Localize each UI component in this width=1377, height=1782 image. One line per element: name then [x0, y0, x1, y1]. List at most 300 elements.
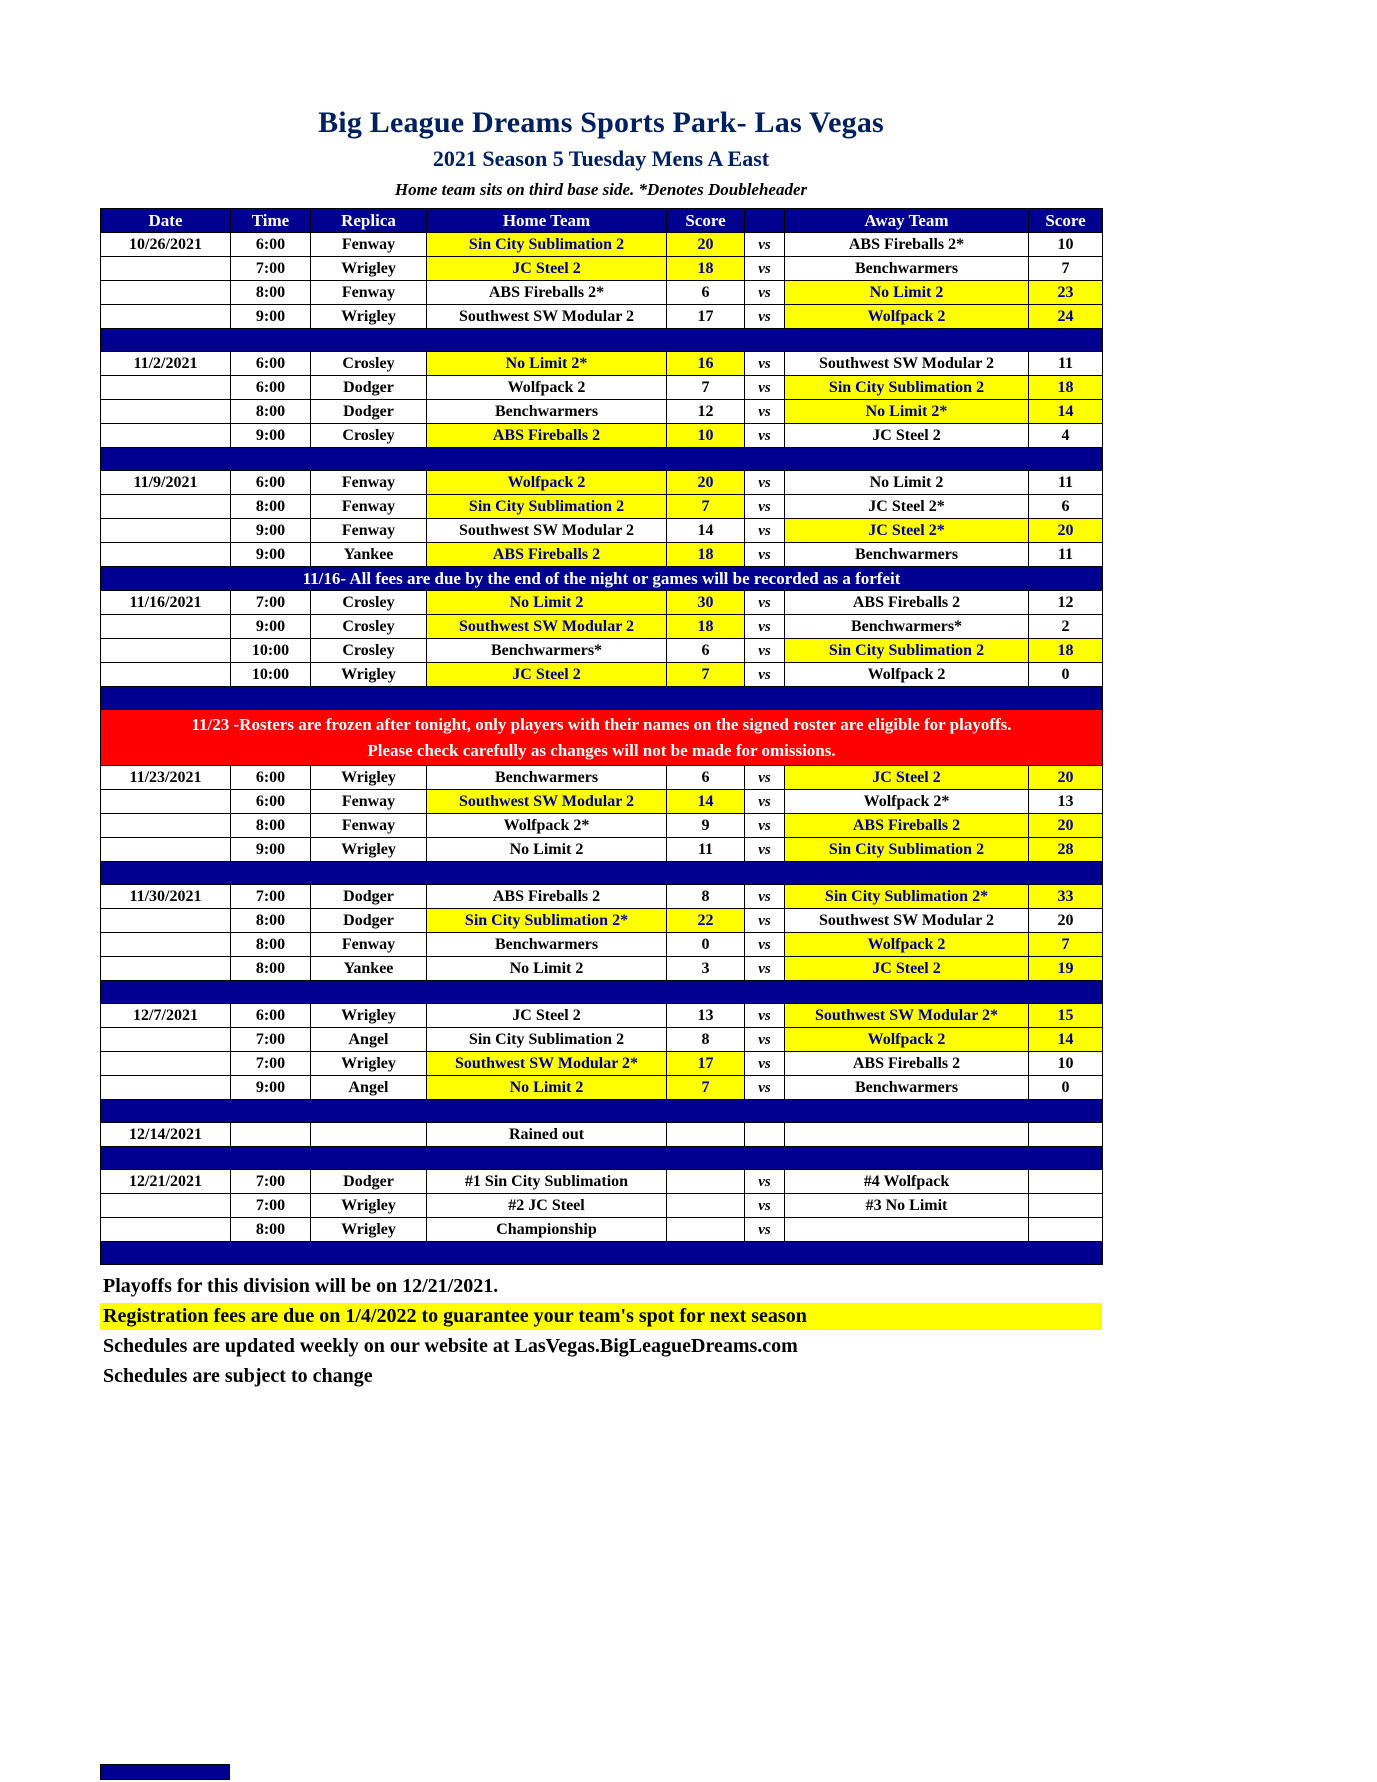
replica-cell: [311, 1123, 427, 1147]
away-score-cell: 24: [1029, 305, 1103, 329]
home-team-cell: ABS Fireballs 2: [427, 424, 667, 448]
home-team-cell: Southwest SW Modular 2*: [427, 1052, 667, 1076]
game-row: [101, 471, 1103, 495]
away-team-cell: Wolfpack 2: [785, 933, 1029, 957]
home-team-cell: Sin City Sublimation 2: [427, 495, 667, 519]
website-line: Schedules are updated weekly on our website at LasVegas.BigLeagueDreams.com: [103, 1335, 798, 1357]
home-score-cell: 9: [667, 814, 745, 838]
away-score-cell: 11: [1029, 352, 1103, 376]
away-score-cell: 18: [1029, 376, 1103, 400]
away-score-cell: 2: [1029, 615, 1103, 639]
home-score-cell: 17: [667, 1052, 745, 1076]
away-team-cell: [785, 1218, 1029, 1242]
game-row: [101, 305, 1103, 329]
home-team-cell: JC Steel 2: [427, 663, 667, 687]
separator-row: [101, 862, 1103, 885]
game-row: [101, 790, 1103, 814]
away-team-cell: Sin City Sublimation 2: [785, 639, 1029, 663]
away-team-cell: ABS Fireballs 2: [785, 814, 1029, 838]
vs-cell: vs: [745, 1076, 785, 1100]
table-header-row: [101, 209, 1103, 233]
away-score-cell: 18: [1029, 639, 1103, 663]
away-score-cell: 4: [1029, 424, 1103, 448]
game-row: [101, 639, 1103, 663]
game-row: [101, 1052, 1103, 1076]
home-score-cell: 18: [667, 615, 745, 639]
replica-cell: Fenway: [311, 933, 427, 957]
vs-cell: vs: [745, 766, 785, 790]
away-score-cell: 20: [1029, 766, 1103, 790]
schedule-table: [100, 208, 1103, 1265]
time-cell: 7:00: [231, 1170, 311, 1194]
replica-cell: Angel: [311, 1076, 427, 1100]
vs-cell: vs: [745, 814, 785, 838]
away-team-cell: #3 No Limit: [785, 1194, 1029, 1218]
home-team-cell: ABS Fireballs 2: [427, 885, 667, 909]
registration-line: Registration fees are due on 1/4/2022 to guarantee your team's spot for next season: [100, 1303, 1102, 1330]
time-cell: 8:00: [231, 400, 311, 424]
replica-cell: Wrigley: [311, 257, 427, 281]
time-cell: 6:00: [231, 790, 311, 814]
time-cell: 6:00: [231, 1004, 311, 1028]
vs-cell: vs: [745, 909, 785, 933]
replica-cell: Fenway: [311, 471, 427, 495]
replica-cell: Crosley: [311, 615, 427, 639]
home-score-cell: 3: [667, 957, 745, 981]
away-team-cell: Benchwarmers: [785, 1076, 1029, 1100]
vs-cell: vs: [745, 1052, 785, 1076]
separator-band: [101, 448, 1103, 471]
away-score-cell: 23: [1029, 281, 1103, 305]
time-cell: 9:00: [231, 1076, 311, 1100]
date-cell: [101, 376, 231, 400]
away-score-cell: 11: [1029, 471, 1103, 495]
away-team-cell: ABS Fireballs 2*: [785, 233, 1029, 257]
home-score-cell: 16: [667, 352, 745, 376]
home-team-cell: Benchwarmers: [427, 400, 667, 424]
game-row: [101, 663, 1103, 687]
vs-cell: vs: [745, 639, 785, 663]
vs-cell: vs: [745, 543, 785, 567]
date-cell: [101, 1218, 231, 1242]
date-cell: [101, 400, 231, 424]
game-row: [101, 591, 1103, 615]
home-score-cell: 6: [667, 639, 745, 663]
away-team-cell: Wolfpack 2: [785, 1028, 1029, 1052]
separator-row: [101, 448, 1103, 471]
time-cell: 8:00: [231, 1218, 311, 1242]
replica-cell: Crosley: [311, 639, 427, 663]
vs-cell: vs: [745, 1218, 785, 1242]
separator-band: [101, 687, 1103, 710]
away-team-cell: Benchwarmers: [785, 257, 1029, 281]
date-cell: [101, 281, 231, 305]
home-team-cell: JC Steel 2: [427, 1004, 667, 1028]
home-score-cell: 20: [667, 233, 745, 257]
vs-cell: vs: [745, 1028, 785, 1052]
date-cell: [101, 663, 231, 687]
home-team-cell: Wolfpack 2: [427, 471, 667, 495]
replica-cell: Wrigley: [311, 1194, 427, 1218]
replica-cell: Fenway: [311, 790, 427, 814]
game-row: [101, 1194, 1103, 1218]
away-score-cell: 7: [1029, 933, 1103, 957]
away-score-cell: 14: [1029, 1028, 1103, 1052]
time-cell: 7:00: [231, 257, 311, 281]
col-header-away-score: Score: [1029, 209, 1103, 233]
replica-cell: Yankee: [311, 957, 427, 981]
col-header-home-score: Score: [667, 209, 745, 233]
home-score-cell: 6: [667, 281, 745, 305]
home-score-cell: 10: [667, 424, 745, 448]
home-team-cell: ABS Fireballs 2: [427, 543, 667, 567]
home-team-cell: No Limit 2: [427, 1076, 667, 1100]
away-score-cell: [1029, 1194, 1103, 1218]
replica-cell: Wrigley: [311, 766, 427, 790]
page-footer: [100, 1273, 1102, 1390]
time-cell: 9:00: [231, 543, 311, 567]
game-row: [101, 1170, 1103, 1194]
time-cell: 9:00: [231, 305, 311, 329]
vs-cell: vs: [745, 376, 785, 400]
game-row: [101, 885, 1103, 909]
page-header: [100, 0, 1102, 200]
time-cell: 9:00: [231, 615, 311, 639]
separator-band: [101, 329, 1103, 352]
col-header-away-team: Away Team: [785, 209, 1029, 233]
home-score-cell: 22: [667, 909, 745, 933]
vs-cell: vs: [745, 471, 785, 495]
vs-cell: vs: [745, 519, 785, 543]
game-row: [101, 933, 1103, 957]
replica-cell: Dodger: [311, 376, 427, 400]
replica-cell: Wrigley: [311, 1052, 427, 1076]
away-score-cell: 33: [1029, 885, 1103, 909]
date-cell: [101, 424, 231, 448]
home-team-cell: Benchwarmers: [427, 766, 667, 790]
time-cell: 6:00: [231, 766, 311, 790]
vs-cell: vs: [745, 1170, 785, 1194]
home-team-cell: Sin City Sublimation 2*: [427, 909, 667, 933]
vs-cell: vs: [745, 838, 785, 862]
home-score-cell: 7: [667, 663, 745, 687]
home-score-cell: 7: [667, 1076, 745, 1100]
replica-cell: Crosley: [311, 424, 427, 448]
replica-cell: Wrigley: [311, 1004, 427, 1028]
replica-cell: Wrigley: [311, 663, 427, 687]
separator-band: [101, 1242, 1103, 1265]
home-team-cell: Benchwarmers: [427, 933, 667, 957]
game-row: [101, 957, 1103, 981]
home-team-cell: JC Steel 2: [427, 257, 667, 281]
date-cell: [101, 1028, 231, 1052]
away-team-cell: ABS Fireballs 2: [785, 591, 1029, 615]
vs-cell: vs: [745, 305, 785, 329]
away-score-cell: 10: [1029, 233, 1103, 257]
date-cell: [101, 1076, 231, 1100]
away-team-cell: Wolfpack 2*: [785, 790, 1029, 814]
away-team-cell: Wolfpack 2: [785, 663, 1029, 687]
time-cell: 8:00: [231, 495, 311, 519]
time-cell: 9:00: [231, 519, 311, 543]
game-row: [101, 281, 1103, 305]
replica-cell: Wrigley: [311, 1218, 427, 1242]
home-team-cell: Southwest SW Modular 2: [427, 615, 667, 639]
time-cell: 8:00: [231, 814, 311, 838]
date-cell: 11/16/2021: [101, 591, 231, 615]
away-score-cell: 14: [1029, 400, 1103, 424]
home-team-cell: #1 Sin City Sublimation: [427, 1170, 667, 1194]
game-row: [101, 1218, 1103, 1242]
away-score-cell: 6: [1029, 495, 1103, 519]
home-score-cell: [667, 1218, 745, 1242]
col-header-vs: [745, 209, 785, 233]
home-team-cell: Benchwarmers*: [427, 639, 667, 663]
away-score-cell: [1029, 1170, 1103, 1194]
away-team-cell: No Limit 2*: [785, 400, 1029, 424]
home-team-cell: Championship: [427, 1218, 667, 1242]
date-cell: [101, 519, 231, 543]
page-subtitle: 2021 Season 5 Tuesday Mens A East: [432, 146, 770, 171]
game-row: [101, 1004, 1103, 1028]
away-team-cell: #4 Wolfpack: [785, 1170, 1029, 1194]
time-cell: 6:00: [231, 352, 311, 376]
vs-cell: vs: [745, 495, 785, 519]
away-score-cell: 20: [1029, 519, 1103, 543]
col-header-date: Date: [101, 209, 231, 233]
date-cell: [101, 639, 231, 663]
time-cell: 7:00: [231, 1028, 311, 1052]
away-score-cell: 28: [1029, 838, 1103, 862]
time-cell: 7:00: [231, 1052, 311, 1076]
away-score-cell: 13: [1029, 790, 1103, 814]
replica-cell: Crosley: [311, 591, 427, 615]
game-row: [101, 766, 1103, 790]
date-cell: [101, 495, 231, 519]
replica-cell: Fenway: [311, 519, 427, 543]
fees-due-notice: [101, 567, 1103, 591]
home-team-cell: Sin City Sublimation 2: [427, 233, 667, 257]
away-score-cell: 20: [1029, 814, 1103, 838]
away-team-cell: [785, 1123, 1029, 1147]
time-cell: 7:00: [231, 1194, 311, 1218]
replica-cell: Yankee: [311, 543, 427, 567]
game-row: [101, 814, 1103, 838]
time-cell: 9:00: [231, 838, 311, 862]
away-team-cell: Wolfpack 2: [785, 305, 1029, 329]
replica-cell: Fenway: [311, 495, 427, 519]
time-cell: 7:00: [231, 885, 311, 909]
game-row: [101, 519, 1103, 543]
col-header-replica: Replica: [311, 209, 427, 233]
away-team-cell: JC Steel 2: [785, 766, 1029, 790]
home-score-cell: 12: [667, 400, 745, 424]
home-score-cell: 11: [667, 838, 745, 862]
game-row: [101, 1076, 1103, 1100]
game-row: [101, 1028, 1103, 1052]
home-score-cell: [667, 1123, 745, 1147]
home-score-cell: 14: [667, 790, 745, 814]
date-cell: 12/21/2021: [101, 1170, 231, 1194]
home-team-cell: Rained out: [427, 1123, 667, 1147]
date-cell: 11/23/2021: [101, 766, 231, 790]
separator-band: [101, 1147, 1103, 1170]
away-team-cell: Southwest SW Modular 2: [785, 909, 1029, 933]
home-score-cell: 20: [667, 471, 745, 495]
notice-line: Please check carefully as changes will not be made for omissions.: [367, 740, 836, 760]
away-team-cell: Benchwarmers*: [785, 615, 1029, 639]
home-team-cell: No Limit 2: [427, 838, 667, 862]
time-cell: 10:00: [231, 663, 311, 687]
date-cell: [101, 957, 231, 981]
home-score-cell: 30: [667, 591, 745, 615]
away-team-cell: Sin City Sublimation 2: [785, 838, 1029, 862]
home-team-cell: Wolfpack 2: [427, 376, 667, 400]
home-team-cell: Southwest SW Modular 2: [427, 305, 667, 329]
date-cell: [101, 615, 231, 639]
home-score-cell: [667, 1194, 745, 1218]
game-row: [101, 424, 1103, 448]
roster-freeze-notice-row: [101, 710, 1103, 766]
separator-row: [101, 1100, 1103, 1123]
time-cell: [231, 1123, 311, 1147]
separator-row: [101, 1242, 1103, 1265]
vs-cell: vs: [745, 400, 785, 424]
game-row: [101, 400, 1103, 424]
playoffs-line: Playoffs for this division will be on 12/21/2021.: [103, 1275, 499, 1297]
away-score-cell: 0: [1029, 663, 1103, 687]
vs-cell: [745, 1123, 785, 1147]
time-cell: 9:00: [231, 424, 311, 448]
away-team-cell: JC Steel 2: [785, 424, 1029, 448]
replica-cell: Wrigley: [311, 838, 427, 862]
time-cell: 6:00: [231, 376, 311, 400]
separator-row: [101, 981, 1103, 1004]
vs-cell: vs: [745, 281, 785, 305]
home-team-cell: Southwest SW Modular 2: [427, 790, 667, 814]
home-score-cell: 6: [667, 766, 745, 790]
replica-cell: Dodger: [311, 1170, 427, 1194]
vs-cell: vs: [745, 233, 785, 257]
subject-to-change-line: Schedules are subject to change: [103, 1365, 373, 1387]
date-cell: 11/9/2021: [101, 471, 231, 495]
home-team-cell: Wolfpack 2*: [427, 814, 667, 838]
time-cell: 8:00: [231, 933, 311, 957]
away-score-cell: 11: [1029, 543, 1103, 567]
home-team-cell: No Limit 2: [427, 957, 667, 981]
vs-cell: vs: [745, 352, 785, 376]
replica-cell: Fenway: [311, 814, 427, 838]
date-cell: [101, 790, 231, 814]
replica-cell: Fenway: [311, 281, 427, 305]
replica-cell: Dodger: [311, 885, 427, 909]
away-score-cell: 19: [1029, 957, 1103, 981]
vs-cell: vs: [745, 957, 785, 981]
home-score-cell: 18: [667, 257, 745, 281]
game-row: [101, 838, 1103, 862]
game-row: [101, 233, 1103, 257]
replica-cell: Fenway: [311, 233, 427, 257]
next-page-table-edge: [100, 1764, 230, 1780]
away-score-cell: 10: [1029, 1052, 1103, 1076]
away-team-cell: JC Steel 2: [785, 957, 1029, 981]
date-cell: [101, 909, 231, 933]
date-cell: [101, 933, 231, 957]
separator-band: [101, 1100, 1103, 1123]
home-team-cell: No Limit 2*: [427, 352, 667, 376]
vs-cell: vs: [745, 885, 785, 909]
vs-cell: vs: [745, 591, 785, 615]
schedule-page: [100, 0, 1102, 1390]
away-team-cell: JC Steel 2*: [785, 495, 1029, 519]
col-header-home-team: Home Team: [427, 209, 667, 233]
vs-cell: vs: [745, 1004, 785, 1028]
separator-row: [101, 329, 1103, 352]
date-cell: [101, 305, 231, 329]
home-team-cell: ABS Fireballs 2*: [427, 281, 667, 305]
date-cell: 11/2/2021: [101, 352, 231, 376]
away-team-cell: No Limit 2: [785, 471, 1029, 495]
replica-cell: Dodger: [311, 400, 427, 424]
away-score-cell: 20: [1029, 909, 1103, 933]
date-cell: 12/7/2021: [101, 1004, 231, 1028]
away-score-cell: [1029, 1218, 1103, 1242]
away-team-cell: Sin City Sublimation 2: [785, 376, 1029, 400]
date-cell: 10/26/2021: [101, 233, 231, 257]
home-score-cell: 17: [667, 305, 745, 329]
vs-cell: vs: [745, 424, 785, 448]
date-cell: [101, 814, 231, 838]
vs-cell: vs: [745, 1194, 785, 1218]
date-cell: [101, 257, 231, 281]
separator-band: [101, 862, 1103, 885]
home-score-cell: 7: [667, 495, 745, 519]
vs-cell: vs: [745, 663, 785, 687]
game-row: [101, 376, 1103, 400]
separator-band: [101, 981, 1103, 1004]
home-team-note: Home team sits on third base side. *Denotes Doubleheader: [394, 180, 808, 199]
time-cell: 7:00: [231, 591, 311, 615]
away-team-cell: Southwest SW Modular 2*: [785, 1004, 1029, 1028]
home-score-cell: 8: [667, 1028, 745, 1052]
away-score-cell: 0: [1029, 1076, 1103, 1100]
game-row: [101, 352, 1103, 376]
time-cell: 8:00: [231, 909, 311, 933]
away-team-cell: Southwest SW Modular 2: [785, 352, 1029, 376]
home-score-cell: 0: [667, 933, 745, 957]
replica-cell: Dodger: [311, 909, 427, 933]
game-row: [101, 543, 1103, 567]
game-row: [101, 1123, 1103, 1147]
replica-cell: Crosley: [311, 352, 427, 376]
game-row: [101, 257, 1103, 281]
vs-cell: vs: [745, 790, 785, 814]
replica-cell: Angel: [311, 1028, 427, 1052]
notice-line: 11/16- All fees are due by the end of the night or games will be recorded as a forfeit: [302, 568, 901, 588]
away-score-cell: 12: [1029, 591, 1103, 615]
home-score-cell: 8: [667, 885, 745, 909]
home-team-cell: #2 JC Steel: [427, 1194, 667, 1218]
away-team-cell: No Limit 2: [785, 281, 1029, 305]
time-cell: 10:00: [231, 639, 311, 663]
away-score-cell: 15: [1029, 1004, 1103, 1028]
game-row: [101, 615, 1103, 639]
game-row: [101, 495, 1103, 519]
date-cell: [101, 543, 231, 567]
col-header-time: Time: [231, 209, 311, 233]
home-score-cell: 7: [667, 376, 745, 400]
home-team-cell: Southwest SW Modular 2: [427, 519, 667, 543]
